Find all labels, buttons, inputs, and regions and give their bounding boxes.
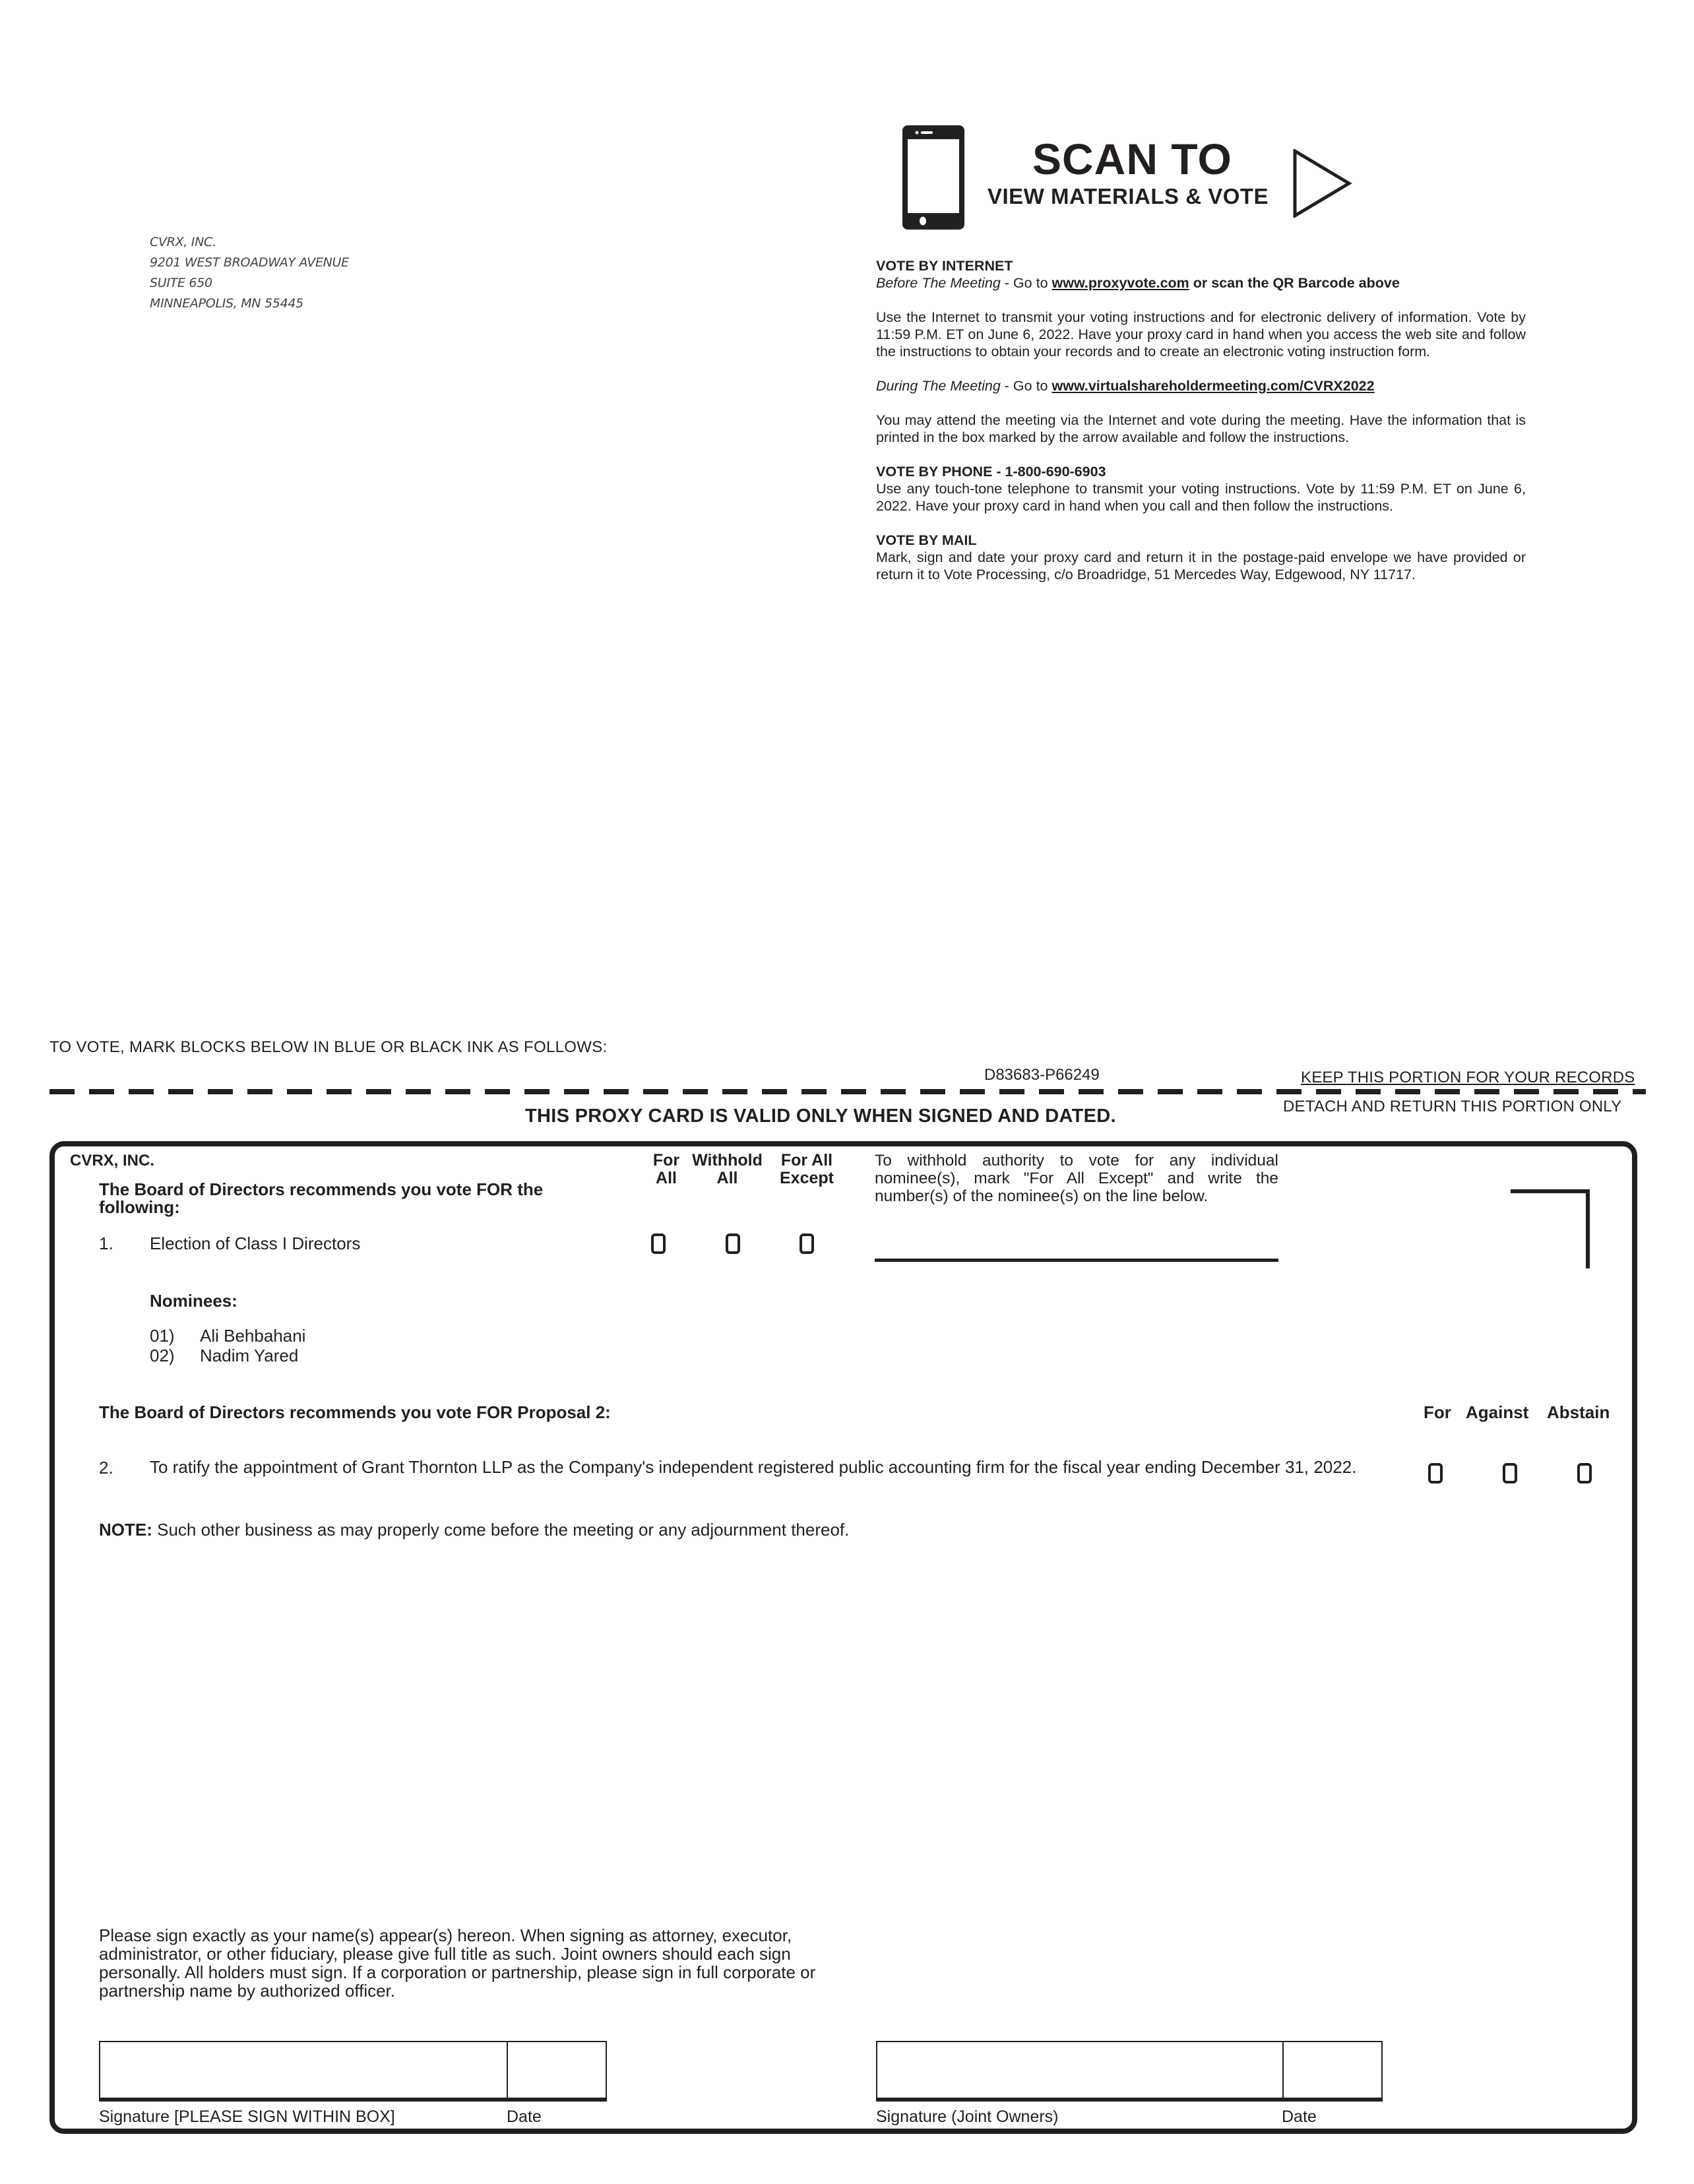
col-label: Withhold [692, 1151, 763, 1170]
col-label: For [652, 1151, 680, 1170]
phone-body: Use any touch-tone telephone to transmit your voting instructions. Vote by 11:59 P.M. ET on June 6, 2022. Have your proxy card in hand when you call and then follow the instructions. [876, 481, 1526, 514]
signing-instructions: Please sign exactly as your name(s) appear(s) hereon. When signing as attorney, executor, administrator, or other fiduciary, please give full title as such. Joint owners should each sign personally. All holders must sign. If a corporation or partnership, please sign in full corporate or partnership name by authorized officer. [99, 1925, 816, 2001]
except-nominee-line[interactable] [875, 1259, 1278, 1262]
nominee-name: Nadim Yared [200, 1346, 299, 1365]
proposal1-text: Election of Class I Directors [150, 1233, 361, 1253]
scan-subtitle: VIEW MATERIALS & VOTE [988, 184, 1269, 208]
col-label: For All [780, 1151, 833, 1170]
mail-body: Mark, sign and date your proxy card and return it in the postage-paid envelope we have provided or return it to Vote Processing, c/o Broadridge, 51 Mercedes Way, Edgewood, NY 11717. [876, 549, 1526, 582]
date-label: Date [507, 2107, 542, 2126]
validity-notice: THIS PROXY CARD IS VALID ONLY WHEN SIGNED AND DATED. [525, 1106, 1116, 1127]
nominee-number: 02) [150, 1346, 175, 1365]
signature-box[interactable] [99, 2041, 607, 2102]
address-line: 9201 WEST BROADWAY AVENUE [150, 255, 349, 270]
during-meeting-label: During The Meeting [876, 378, 1001, 394]
vote-internet-heading: VOTE BY INTERNET [876, 258, 1013, 274]
checkbox-against[interactable] [1503, 1463, 1517, 1483]
during-meeting-line [876, 377, 1526, 394]
keep-portion-label: KEEP THIS PORTION FOR YOUR RECORDS [1301, 1069, 1635, 1086]
ink-instruction: TO VOTE, MARK BLOCKS BELOW IN BLUE OR BLACK INK AS FOLLOWS: [49, 1038, 608, 1056]
proposal1-recommendation: The Board of Directors recommends you vote FOR the following: [99, 1179, 544, 1217]
return-address [150, 232, 349, 314]
play-arrow-icon [1293, 149, 1352, 221]
col-for-all [643, 1152, 689, 1187]
joint-signature-label: Signature (Joint Owners) [876, 2107, 1059, 2126]
checkbox-for-all-except[interactable] [800, 1233, 814, 1254]
scan-title: SCAN TO [1032, 135, 1232, 183]
col-against: Against [1466, 1402, 1529, 1422]
qr-instruction: or scan the QR Barcode above [1189, 275, 1400, 291]
checkbox-abstain[interactable] [1577, 1463, 1592, 1483]
nominee-number: 01) [150, 1326, 175, 1346]
col-label: Except [780, 1169, 834, 1187]
joint-signature-box[interactable] [876, 2041, 1383, 2102]
nominees-heading: Nominees: [150, 1291, 237, 1311]
checkbox-for[interactable] [1428, 1463, 1443, 1483]
checkbox-for-all[interactable] [651, 1233, 666, 1254]
note [99, 1520, 849, 1540]
col-label: All [716, 1169, 738, 1187]
goto-text: - Go to [1000, 275, 1052, 291]
nominee-name: Ali Behbahani [200, 1326, 306, 1346]
address-line: SUITE 650 [150, 276, 212, 290]
col-abstain: Abstain [1547, 1402, 1610, 1422]
detach-portion-label: DETACH AND RETURN THIS PORTION ONLY [1283, 1098, 1622, 1115]
address-line: CVRX, INC. [150, 235, 216, 249]
date-box[interactable] [507, 2042, 607, 2098]
col-for: For [1424, 1402, 1451, 1422]
voting-instructions [876, 257, 1526, 583]
address-line: MINNEAPOLIS, MN 55445 [150, 296, 303, 311]
note-label: NOTE: [99, 1520, 152, 1540]
internet-body: Use the Internet to transmit your voting instructions and for electronic delivery of information. Vote by 11:59 P.M. ET on June 6, 2022. Have your proxy card in hand when you access the web site and follow the instructions to obtain your records and to create an electronic voting instruction form. [876, 309, 1526, 359]
joint-date-box[interactable] [1282, 2042, 1383, 2098]
detach-dashed-line [49, 1089, 1646, 1094]
virtual-meeting-link[interactable]: www.virtualshareholdermeeting.com/CVRX2022 [1051, 378, 1375, 394]
goto-text: - Go to [1000, 378, 1052, 394]
proposal2-text: To ratify the appointment of Grant Thornton LLP as the Company's independent registered public accounting firm for the fiscal year ending December 31, 2022. [150, 1457, 1357, 1477]
corner-mark [1511, 1189, 1590, 1193]
proposal2-number: 2. [99, 1458, 113, 1478]
withhold-instruction: To withhold authority to vote for any individual nominee(s), mark "For All Except" and write the number(s) of the nominee(s) on the line below. [875, 1152, 1278, 1205]
vote-phone-heading: VOTE BY PHONE - 1-800-690-6903 [876, 464, 1106, 480]
before-meeting-line [876, 274, 1526, 292]
col-label: All [656, 1169, 677, 1187]
joint-date-label: Date [1282, 2107, 1317, 2126]
during-meeting-body: You may attend the meeting via the Internet and vote during the meeting. Have the information that is printed in the box marked by the arrow available and follow the instructions. [876, 412, 1526, 445]
before-meeting-label: Before The Meeting [876, 275, 1001, 291]
nominee-item [150, 1346, 298, 1365]
note-text: Such other business as may properly come before the meeting or any adjournment thereof. [152, 1520, 850, 1540]
corner-mark [1586, 1189, 1590, 1268]
nominee-item [150, 1326, 305, 1346]
checkbox-withhold-all[interactable] [726, 1233, 740, 1254]
card-company-name: CVRX, INC. [70, 1152, 155, 1170]
smartphone-icon [902, 125, 964, 233]
proxyvote-link[interactable]: www.proxyvote.com [1051, 275, 1189, 291]
col-withhold-all [686, 1152, 769, 1187]
signature-label: Signature [PLEASE SIGN WITHIN BOX] [99, 2107, 395, 2126]
vote-mail-heading: VOTE BY MAIL [876, 532, 977, 548]
proposal2-recommendation: The Board of Directors recommends you vote FOR Proposal 2: [99, 1402, 611, 1422]
proposal1-number: 1. [99, 1233, 113, 1253]
control-code: D83683-P66249 [984, 1066, 1100, 1084]
col-for-all-except [774, 1152, 840, 1187]
